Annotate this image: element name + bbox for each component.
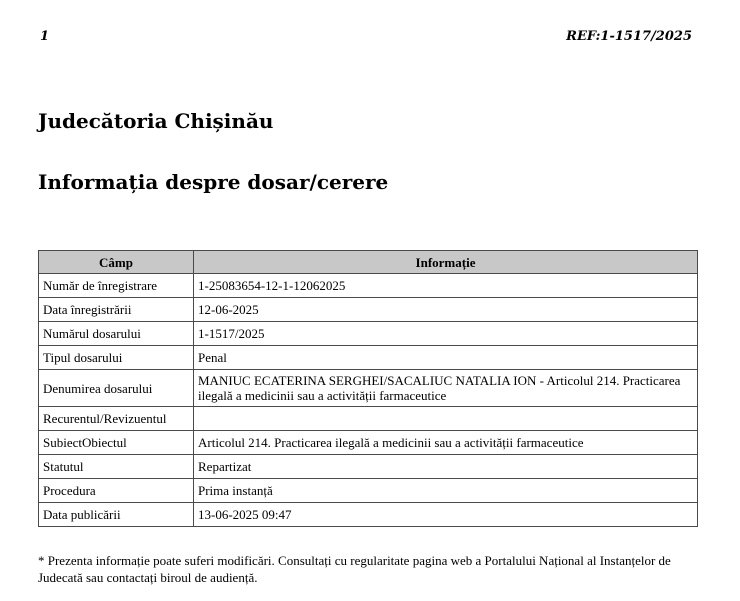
table-row (39, 455, 698, 479)
table-row (39, 274, 698, 298)
table-row (39, 298, 698, 322)
page-title: Informația despre dosar/cerere (38, 170, 389, 194)
page-number: 1 (40, 29, 50, 44)
column-header-field: Câmp (39, 251, 194, 274)
row-field-case-type: Tipul dosarului (39, 346, 194, 370)
row-field-case-number: Numărul dosarului (39, 322, 194, 346)
column-header-information: Informație (194, 251, 698, 274)
disclaimer-note: * Prezenta informație poate suferi modificări. Consultați cu regularitate pagina web a Portalului Național al Instanțelor de Judecată sau contactați biroul de audiență. (38, 553, 671, 585)
case-info-table (38, 250, 698, 527)
row-value-registration-number: 1-25083654-12-1-12062025 (194, 274, 698, 298)
row-field-appellant: Recurentul/Revizuentul (39, 407, 194, 431)
row-value-subject: Articolul 214. Practicarea ilegală a medicinii sau a activității farmaceutice (194, 431, 698, 455)
row-value-procedure: Prima instanță (194, 479, 698, 503)
row-field-registration-date: Data înregistrării (39, 298, 194, 322)
table-row (39, 346, 698, 370)
table-header-row (39, 251, 698, 274)
table-row (39, 407, 698, 431)
table-row (39, 479, 698, 503)
reference-number: REF:1-1517/2025 (566, 29, 692, 44)
row-value-appellant (194, 407, 698, 431)
row-field-publication-date: Data publicării (39, 503, 194, 527)
table-row (39, 431, 698, 455)
row-value-case-type: Penal (194, 346, 698, 370)
row-field-status: Statutul (39, 455, 194, 479)
table-row (39, 370, 698, 407)
row-value-case-number: 1-1517/2025 (194, 322, 698, 346)
court-name: Judecătoria Chișinău (38, 109, 274, 133)
row-field-registration-number: Număr de înregistrare (39, 274, 194, 298)
row-field-case-name: Denumirea dosarului (39, 370, 194, 407)
row-value-publication-date: 13-06-2025 09:47 (194, 503, 698, 527)
table-row (39, 322, 698, 346)
row-field-procedure: Procedura (39, 479, 194, 503)
row-value-registration-date: 12-06-2025 (194, 298, 698, 322)
row-field-subject: SubiectObiectul (39, 431, 194, 455)
row-value-case-name: MANIUC ECATERINA SERGHEI/SACALIUC NATALIA ION - Articolul 214. Practicarea ilegală a medicinii sau a activității farmaceutice (194, 370, 698, 407)
row-value-status: Repartizat (194, 455, 698, 479)
table-row (39, 503, 698, 527)
